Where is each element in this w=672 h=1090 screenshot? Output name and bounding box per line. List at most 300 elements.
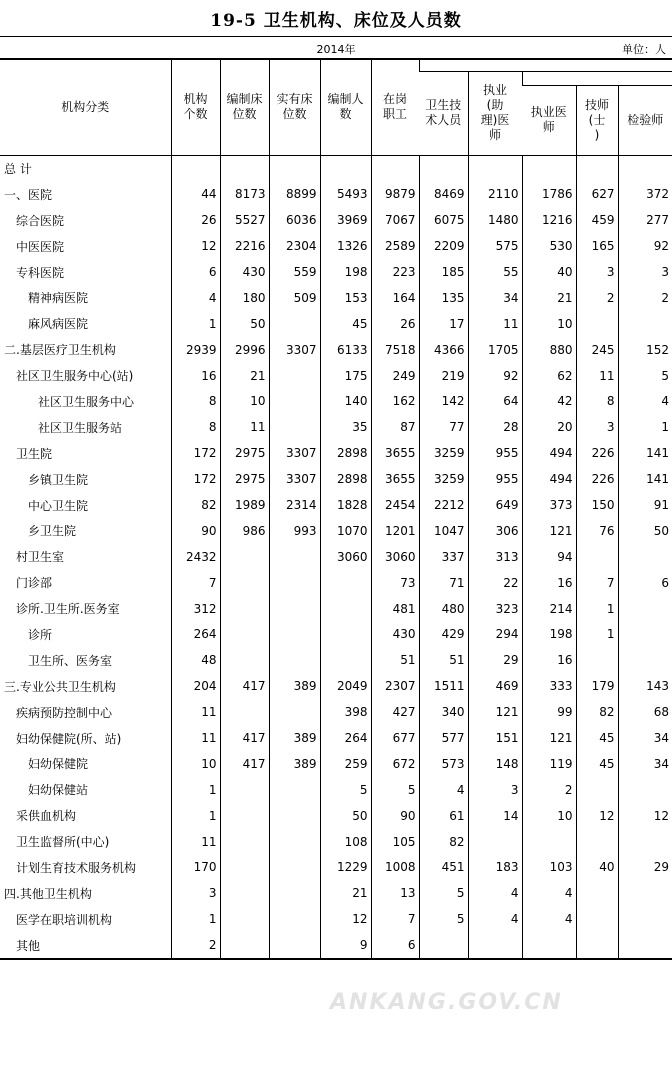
table-cell: 35 <box>320 414 371 440</box>
table-cell: 14 <box>468 803 522 829</box>
table-cell: 34 <box>618 751 672 777</box>
table-cell: 82 <box>171 492 220 518</box>
row-category: 妇幼保健站 <box>28 783 89 798</box>
row-category: 门诊部 <box>16 576 53 591</box>
table-cell <box>269 414 320 440</box>
table-row <box>0 337 672 363</box>
table-cell: 1 <box>576 596 618 622</box>
table-cell: 372 <box>618 181 672 207</box>
table-cell: 82 <box>576 699 618 725</box>
table-cell: 1 <box>171 906 220 932</box>
table-cell: 2 <box>618 285 672 311</box>
row-category: 采供血机构 <box>16 809 77 824</box>
table-row <box>0 389 672 415</box>
table-cell: 312 <box>171 596 220 622</box>
table-cell: 5 <box>320 777 371 803</box>
table-cell: 245 <box>576 337 618 363</box>
table-cell <box>618 777 672 803</box>
table-cell: 3969 <box>320 207 371 233</box>
table-cell: 150 <box>576 492 618 518</box>
table-cell: 180 <box>220 285 269 311</box>
table-cell: 6133 <box>320 337 371 363</box>
table-cell <box>269 906 320 932</box>
table-cell: 4 <box>468 880 522 906</box>
table-row <box>0 155 672 181</box>
table-cell: 2454 <box>371 492 419 518</box>
table-cell: 165 <box>576 233 618 259</box>
table-cell <box>220 880 269 906</box>
table-cell: 9879 <box>371 181 419 207</box>
table-cell: 3 <box>576 414 618 440</box>
header-on-post: 在岗 职工 <box>371 59 419 155</box>
table-cell: 3655 <box>371 466 419 492</box>
table-cell <box>576 647 618 673</box>
table-cell <box>220 699 269 725</box>
table-cell <box>171 155 220 181</box>
row-category: 二.基层医疗卫生机构 <box>4 343 116 358</box>
table-cell: 179 <box>576 673 618 699</box>
table-cell: 2 <box>522 777 576 803</box>
table-cell: 1201 <box>371 518 419 544</box>
table-cell: 3 <box>618 259 672 285</box>
table-cell: 5 <box>371 777 419 803</box>
table-cell <box>618 155 672 181</box>
table-row <box>0 596 672 622</box>
table-cell <box>220 906 269 932</box>
table-cell: 8 <box>171 414 220 440</box>
table-cell: 430 <box>371 622 419 648</box>
row-category: 中医医院 <box>16 239 65 254</box>
row-category: 卫生所、医务室 <box>28 653 113 668</box>
table-cell <box>269 932 320 959</box>
row-category: 乡卫生院 <box>28 524 77 539</box>
table-cell: 92 <box>618 233 672 259</box>
header-health-tech: 卫生技 术人员 <box>419 71 468 155</box>
table-cell: 2 <box>576 285 618 311</box>
table-body <box>0 155 672 959</box>
table-cell: 277 <box>618 207 672 233</box>
table-cell: 1326 <box>320 233 371 259</box>
table-cell <box>576 311 618 337</box>
table-cell: 11 <box>171 829 220 855</box>
table-cell: 26 <box>371 311 419 337</box>
table-cell <box>618 880 672 906</box>
table-cell: 880 <box>522 337 576 363</box>
table-cell: 51 <box>371 647 419 673</box>
row-category: 综合医院 <box>16 213 65 228</box>
table-row <box>0 906 672 932</box>
table-cell: 42 <box>522 389 576 415</box>
data-table <box>0 58 672 960</box>
header-licensed-asst: 执业 (助 理)医 师 <box>468 71 522 155</box>
table-cell: 11 <box>468 311 522 337</box>
table-cell: 480 <box>419 596 468 622</box>
table-cell: 152 <box>618 337 672 363</box>
table-cell: 259 <box>320 751 371 777</box>
table-cell: 141 <box>618 466 672 492</box>
table-cell: 164 <box>371 285 419 311</box>
year-label: 2014年 <box>316 43 356 56</box>
table-cell: 198 <box>320 259 371 285</box>
table-cell: 40 <box>522 259 576 285</box>
table-cell: 3060 <box>371 544 419 570</box>
table-cell <box>468 829 522 855</box>
table-cell: 55 <box>468 259 522 285</box>
table-cell: 1786 <box>522 181 576 207</box>
header-actual-beds: 实有床 位数 <box>269 59 320 155</box>
table-row <box>0 259 672 285</box>
table-cell: 121 <box>522 725 576 751</box>
table-cell: 2939 <box>171 337 220 363</box>
table-cell <box>522 155 576 181</box>
table-cell: 8173 <box>220 181 269 207</box>
table-cell <box>419 932 468 959</box>
table-cell <box>269 699 320 725</box>
table-cell: 11 <box>171 699 220 725</box>
table-cell <box>220 777 269 803</box>
table-cell <box>468 932 522 959</box>
table-cell: 1 <box>576 622 618 648</box>
table-row <box>0 492 672 518</box>
row-category: 精神病医院 <box>28 291 89 306</box>
table-row <box>0 285 672 311</box>
row-category: 社区卫生服务中心 <box>38 394 135 409</box>
table-cell <box>269 803 320 829</box>
table-cell <box>522 829 576 855</box>
table-cell: 3060 <box>320 544 371 570</box>
table-cell: 4 <box>522 906 576 932</box>
table-cell: 573 <box>419 751 468 777</box>
table-cell: 12 <box>576 803 618 829</box>
table-row <box>0 932 672 959</box>
table-cell: 219 <box>419 363 468 389</box>
table-cell: 143 <box>618 673 672 699</box>
table-cell: 389 <box>269 725 320 751</box>
table-cell: 1216 <box>522 207 576 233</box>
table-cell: 2304 <box>269 233 320 259</box>
table-cell <box>269 363 320 389</box>
table-cell <box>220 803 269 829</box>
table-cell: 1705 <box>468 337 522 363</box>
table-cell: 21 <box>320 880 371 906</box>
table-cell <box>220 544 269 570</box>
table-cell: 429 <box>419 622 468 648</box>
table-cell: 389 <box>269 673 320 699</box>
row-category: 疾病预防控制中心 <box>16 705 113 720</box>
table-cell: 2975 <box>220 466 269 492</box>
table-row <box>0 518 672 544</box>
table-cell: 6075 <box>419 207 468 233</box>
table-cell: 9 <box>320 932 371 959</box>
table-cell: 29 <box>468 647 522 673</box>
table-cell <box>618 932 672 959</box>
table-cell: 82 <box>419 829 468 855</box>
table-cell: 2898 <box>320 440 371 466</box>
table-row <box>0 647 672 673</box>
table-cell: 140 <box>320 389 371 415</box>
table-cell <box>269 311 320 337</box>
table-cell: 45 <box>576 725 618 751</box>
table-cell: 417 <box>220 673 269 699</box>
table-row <box>0 622 672 648</box>
header-category: 机构分类 <box>0 59 171 155</box>
table-cell: 64 <box>468 389 522 415</box>
table-cell: 105 <box>371 829 419 855</box>
table-cell: 10 <box>220 389 269 415</box>
table-cell: 12 <box>618 803 672 829</box>
table-cell <box>576 777 618 803</box>
table-cell: 1008 <box>371 855 419 881</box>
table-cell: 172 <box>171 466 220 492</box>
table-cell: 17 <box>419 311 468 337</box>
table-cell: 45 <box>320 311 371 337</box>
table-cell: 8899 <box>269 181 320 207</box>
table-cell: 3259 <box>419 466 468 492</box>
table-cell <box>220 829 269 855</box>
table-row <box>0 207 672 233</box>
table-cell <box>576 829 618 855</box>
table-cell: 6 <box>371 932 419 959</box>
table-cell: 142 <box>419 389 468 415</box>
table-cell: 2 <box>171 932 220 959</box>
table-row <box>0 673 672 699</box>
table-cell <box>576 544 618 570</box>
table-cell: 61 <box>419 803 468 829</box>
header-technician: 技师 (士 ) <box>576 85 618 155</box>
table-cell: 417 <box>220 751 269 777</box>
table-cell: 5493 <box>320 181 371 207</box>
table-cell: 44 <box>171 181 220 207</box>
table-cell: 627 <box>576 181 618 207</box>
table-cell: 7 <box>171 570 220 596</box>
table-cell: 153 <box>320 285 371 311</box>
table-cell: 162 <box>371 389 419 415</box>
table-cell: 6 <box>171 259 220 285</box>
table-cell: 121 <box>522 518 576 544</box>
table-cell: 121 <box>468 699 522 725</box>
table-row <box>0 311 672 337</box>
table-cell <box>320 570 371 596</box>
table-cell: 2996 <box>220 337 269 363</box>
table-cell: 481 <box>371 596 419 622</box>
row-category: 妇幼保健院 <box>28 757 89 772</box>
table-cell: 20 <box>522 414 576 440</box>
table-cell: 373 <box>522 492 576 518</box>
table-cell: 509 <box>269 285 320 311</box>
table-cell: 1 <box>171 777 220 803</box>
table-cell <box>576 880 618 906</box>
row-category: 麻风病医院 <box>28 317 89 332</box>
table-cell: 459 <box>576 207 618 233</box>
table-cell: 5 <box>618 363 672 389</box>
header-group-sub <box>522 71 672 85</box>
table-cell: 4 <box>468 906 522 932</box>
table-cell: 13 <box>371 880 419 906</box>
table-cell: 2307 <box>371 673 419 699</box>
table-cell: 2049 <box>320 673 371 699</box>
table-cell: 427 <box>371 699 419 725</box>
table-cell <box>220 155 269 181</box>
table-row <box>0 751 672 777</box>
table-cell: 294 <box>468 622 522 648</box>
table-cell <box>220 622 269 648</box>
table-cell: 204 <box>171 673 220 699</box>
sub-header <box>0 38 672 58</box>
table-cell: 313 <box>468 544 522 570</box>
row-category: 诊所 <box>28 627 53 642</box>
table-cell: 90 <box>371 803 419 829</box>
table-cell: 29 <box>618 855 672 881</box>
table-cell: 10 <box>522 311 576 337</box>
row-category: 卫生监督所(中心) <box>16 835 110 850</box>
table-cell: 2898 <box>320 466 371 492</box>
row-category: 其他 <box>0 932 171 959</box>
table-cell: 3 <box>468 777 522 803</box>
table-cell: 50 <box>320 803 371 829</box>
table-cell: 2216 <box>220 233 269 259</box>
table-cell <box>618 544 672 570</box>
table-cell: 677 <box>371 725 419 751</box>
table-row <box>0 181 672 207</box>
table-cell: 223 <box>371 259 419 285</box>
table-cell: 108 <box>320 829 371 855</box>
table-cell: 11 <box>220 414 269 440</box>
title-divider <box>0 36 672 37</box>
table-row <box>0 544 672 570</box>
table-cell: 175 <box>320 363 371 389</box>
table-cell <box>220 855 269 881</box>
table-cell: 71 <box>419 570 468 596</box>
table-cell <box>269 389 320 415</box>
row-category: 中心卫生院 <box>28 498 89 513</box>
table-cell: 62 <box>522 363 576 389</box>
row-category: 社区卫生服务中心(站) <box>16 369 134 384</box>
table-cell: 7518 <box>371 337 419 363</box>
table-cell: 151 <box>468 725 522 751</box>
table-cell: 135 <box>419 285 468 311</box>
row-category: 四.其他卫生机构 <box>4 886 92 901</box>
table-cell: 21 <box>522 285 576 311</box>
table-row <box>0 699 672 725</box>
unit-label: 单位：人 <box>622 43 666 56</box>
row-category: 医学在职培训机构 <box>16 912 113 927</box>
table-cell <box>618 311 672 337</box>
table-cell: 1828 <box>320 492 371 518</box>
table-cell: 34 <box>468 285 522 311</box>
table-cell: 119 <box>522 751 576 777</box>
table-cell: 1 <box>171 311 220 337</box>
table-cell: 417 <box>220 725 269 751</box>
table-row <box>0 466 672 492</box>
table-cell <box>269 647 320 673</box>
table-cell: 7 <box>576 570 618 596</box>
table-cell: 99 <box>522 699 576 725</box>
table-cell <box>269 855 320 881</box>
table-cell: 76 <box>576 518 618 544</box>
table-cell: 264 <box>171 622 220 648</box>
table-cell: 3259 <box>419 440 468 466</box>
table-cell: 34 <box>618 725 672 751</box>
table-cell: 398 <box>320 699 371 725</box>
table-cell: 7 <box>371 906 419 932</box>
table-cell <box>618 647 672 673</box>
table-cell: 11 <box>171 725 220 751</box>
table-cell: 6 <box>618 570 672 596</box>
table-cell <box>618 596 672 622</box>
table-cell <box>269 777 320 803</box>
table-cell: 172 <box>171 440 220 466</box>
table-cell: 955 <box>468 466 522 492</box>
table-row <box>0 414 672 440</box>
table-cell <box>618 622 672 648</box>
header-lab-tech: 检验师 <box>618 85 672 155</box>
row-category: 计划生育技术服务机构 <box>16 860 137 875</box>
table-row <box>0 803 672 829</box>
table-cell: 68 <box>618 699 672 725</box>
table-cell: 2212 <box>419 492 468 518</box>
table-cell: 40 <box>576 855 618 881</box>
table-cell: 430 <box>220 259 269 285</box>
row-category: 卫生院 <box>16 446 53 461</box>
table-cell <box>220 596 269 622</box>
table-cell: 12 <box>320 906 371 932</box>
table-cell <box>220 647 269 673</box>
table-cell: 26 <box>171 207 220 233</box>
table-cell: 264 <box>320 725 371 751</box>
table-cell <box>522 932 576 959</box>
table-cell <box>468 155 522 181</box>
table-cell <box>320 647 371 673</box>
table-cell: 226 <box>576 440 618 466</box>
header-institutions: 机构 个数 <box>171 59 220 155</box>
table-row <box>0 725 672 751</box>
table-cell <box>220 932 269 959</box>
table-cell: 2209 <box>419 233 468 259</box>
table-cell: 198 <box>522 622 576 648</box>
table-cell: 7067 <box>371 207 419 233</box>
table-cell: 993 <box>269 518 320 544</box>
table-row <box>0 829 672 855</box>
table-cell: 16 <box>522 570 576 596</box>
table-cell: 3 <box>576 259 618 285</box>
table-cell: 575 <box>468 233 522 259</box>
row-category: 乡镇卫生院 <box>28 472 89 487</box>
table-row <box>0 880 672 906</box>
table-cell: 337 <box>419 544 468 570</box>
table-cell: 1511 <box>419 673 468 699</box>
table-cell: 183 <box>468 855 522 881</box>
table-cell: 91 <box>618 492 672 518</box>
table-cell: 170 <box>171 855 220 881</box>
table-cell <box>269 544 320 570</box>
table-cell <box>419 155 468 181</box>
table-cell: 16 <box>171 363 220 389</box>
table-cell: 340 <box>419 699 468 725</box>
row-category: 村卫生室 <box>16 550 65 565</box>
table-cell: 1047 <box>419 518 468 544</box>
table-cell: 4 <box>419 777 468 803</box>
row-category: 总 计 <box>0 155 171 181</box>
table-cell: 2975 <box>220 440 269 466</box>
row-category: 社区卫生服务站 <box>38 420 123 435</box>
table-cell <box>618 829 672 855</box>
table-cell: 94 <box>522 544 576 570</box>
table-cell: 16 <box>522 647 576 673</box>
table-cell: 22 <box>468 570 522 596</box>
table-cell: 103 <box>522 855 576 881</box>
page-title: 19-5 卫生机构、床位及人员数 <box>210 10 462 31</box>
table-cell: 249 <box>371 363 419 389</box>
